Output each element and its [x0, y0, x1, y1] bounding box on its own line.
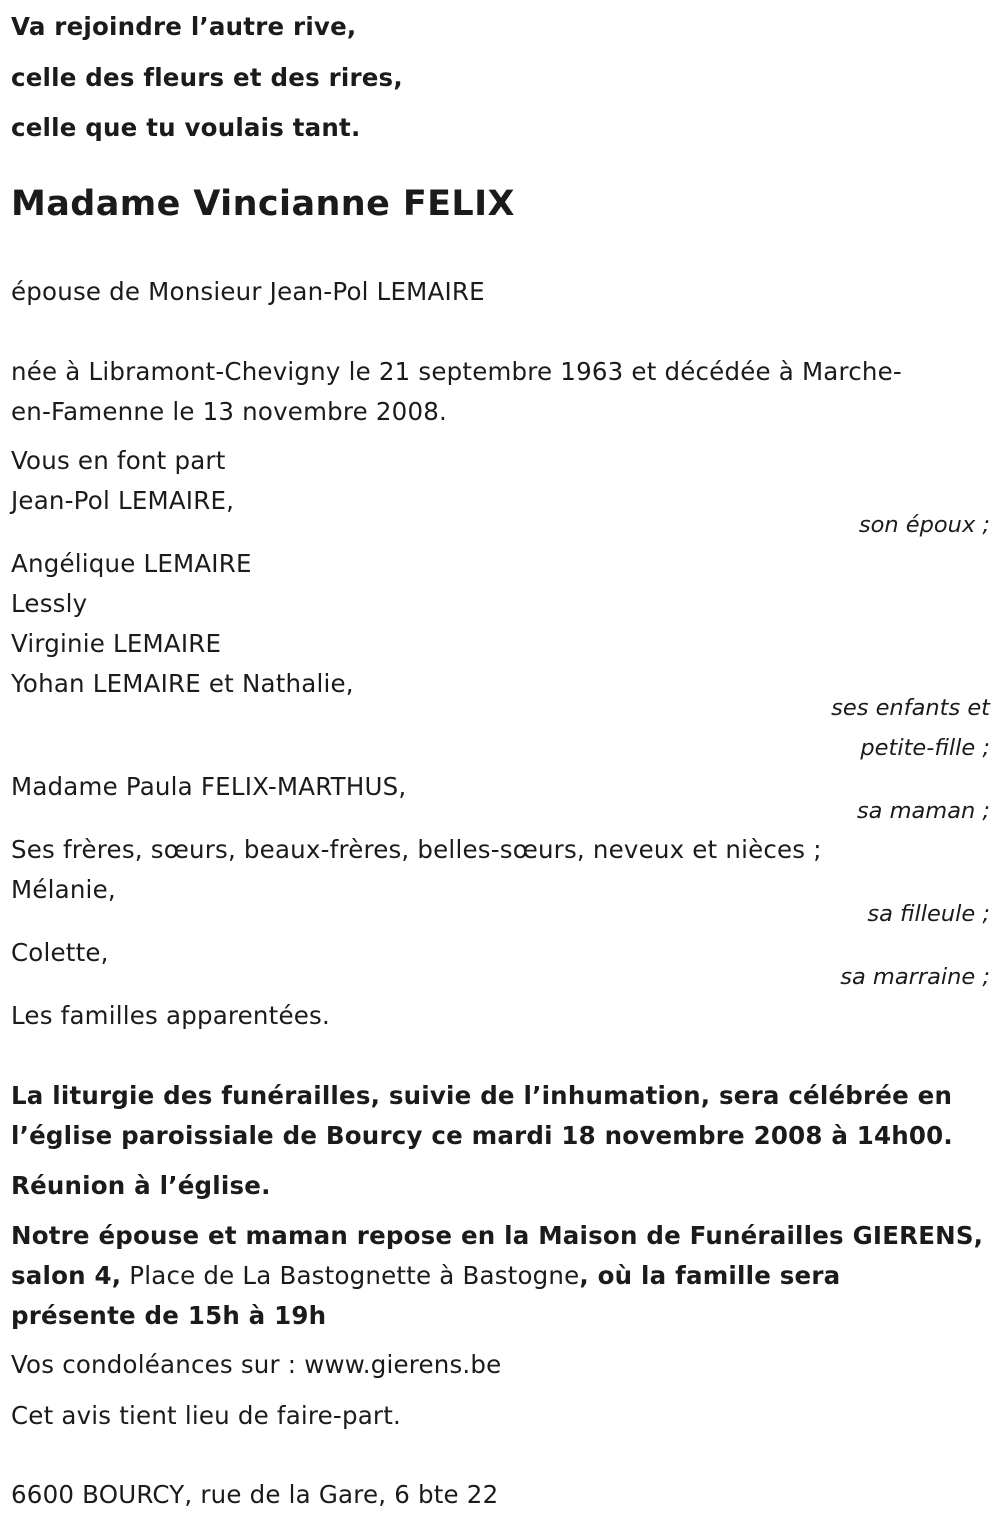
- ceremony-text: [11, 1076, 953, 1156]
- children-relation-line: ses enfants et: [831, 695, 990, 721]
- husband-relation: son époux ;: [858, 512, 990, 538]
- rest-line: présente de 15h à 19h: [11, 1301, 327, 1330]
- child-name: Lessly: [11, 589, 88, 618]
- birth-death-line: en-Famenne le 13 novembre 2008.: [11, 397, 448, 426]
- poem-line: celle des fleurs et des rires,: [11, 62, 403, 92]
- ceremony-line: La liturgie des funérailles, suivie de l’inhumation, sera célébrée en: [11, 1081, 953, 1110]
- notice-line: Cet avis tient lieu de faire-part.: [11, 1401, 401, 1430]
- condolences-line: Vos condoléances sur : www.gierens.be: [11, 1350, 502, 1379]
- children-relation: [831, 688, 990, 768]
- rest-family-presence: , où la famille sera: [579, 1261, 841, 1290]
- rest-salon: salon 4,: [11, 1261, 122, 1290]
- related-families: Les familles apparentées.: [11, 1001, 330, 1030]
- mother-relation: sa maman ;: [856, 798, 990, 824]
- mother-name: Madame Paula FELIX-MARTHUS,: [11, 772, 407, 801]
- poem: [11, 2, 403, 154]
- birth-death-line: née à Libramont-Chevigny le 21 septembre 1963 et décédée à Marche-: [11, 357, 902, 386]
- rest-line: [11, 1256, 983, 1296]
- godmother-name: Colette,: [11, 938, 109, 967]
- children-relation-line: petite-fille ;: [860, 735, 990, 761]
- ceremony-line: l’église paroissiale de Bourcy ce mardi 18 novembre 2008 à 14h00.: [11, 1121, 953, 1150]
- child-name: Angélique LEMAIRE: [11, 549, 252, 578]
- deceased-name-title: Madame Vincianne FELIX: [11, 184, 515, 224]
- husband-name: Jean-Pol LEMAIRE,: [11, 486, 235, 515]
- rest-line: Notre épouse et maman repose en la Maison de Funérailles GIERENS,: [11, 1221, 984, 1250]
- birth-death-text: [11, 352, 902, 432]
- rest-location-text: [11, 1216, 983, 1336]
- announce-intro: Vous en font part: [11, 446, 226, 475]
- siblings-line: Ses frères, sœurs, beaux-frères, belles-sœurs, neveux et nièces ;: [11, 835, 822, 864]
- child-name: Virginie LEMAIRE: [11, 629, 222, 658]
- rest-address: Place de La Bastognette à Bastogne: [121, 1261, 580, 1290]
- child-name: Yohan LEMAIRE et Nathalie,: [11, 669, 354, 698]
- godmother-relation: sa marraine ;: [840, 964, 990, 990]
- family-address: 6600 BOURCY, rue de la Gare, 6 bte 22: [11, 1480, 499, 1509]
- goddaughter-name: Mélanie,: [11, 875, 116, 904]
- children-list: [11, 544, 354, 704]
- spouse-line: épouse de Monsieur Jean-Pol LEMAIRE: [11, 277, 485, 306]
- meeting-line: Réunion à l’église.: [11, 1171, 271, 1200]
- poem-line: celle que tu voulais tant.: [11, 113, 361, 142]
- poem-line: Va rejoindre l’autre rive,: [11, 12, 357, 41]
- goddaughter-relation: sa filleule ;: [867, 901, 990, 927]
